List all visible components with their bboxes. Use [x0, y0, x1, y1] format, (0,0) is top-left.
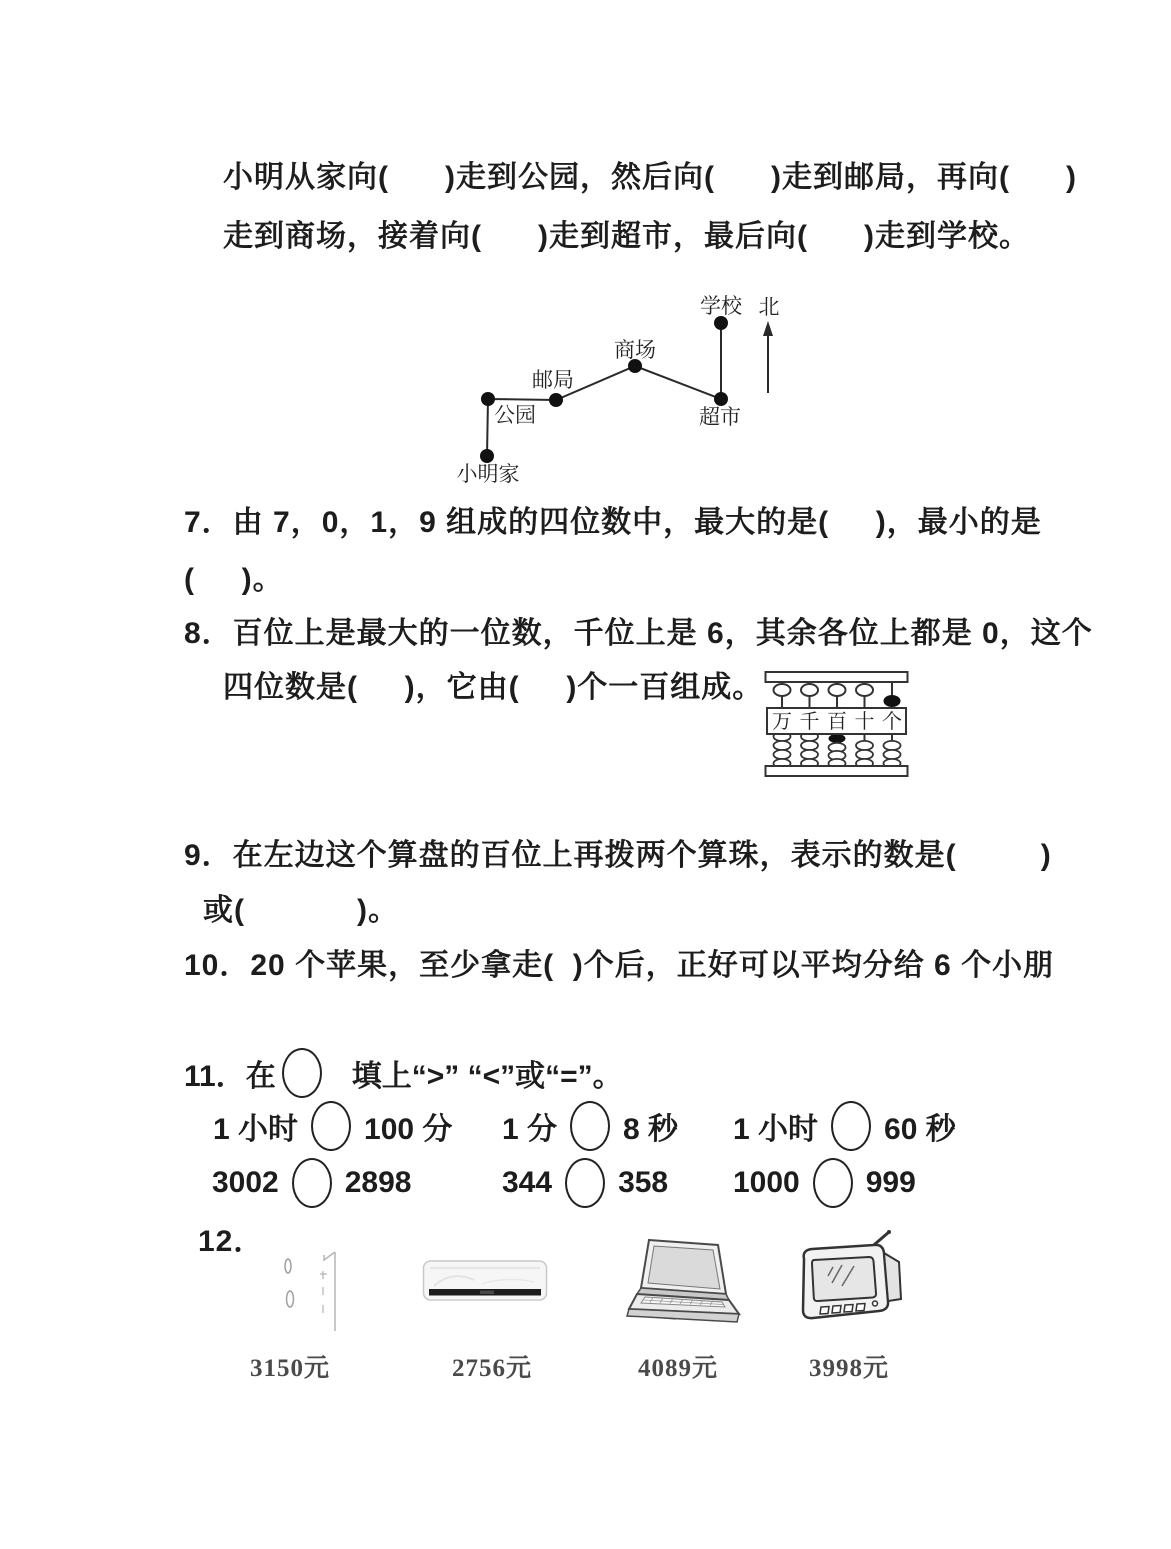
comparison-circle	[570, 1101, 610, 1151]
laptop-icon	[618, 1237, 748, 1332]
map-label-post-office: 邮局	[532, 368, 574, 392]
abacus-column-label-qian: 千	[799, 711, 820, 733]
q11-header	[184, 1048, 623, 1098]
comparison-circle	[565, 1158, 605, 1208]
comparison-circle	[813, 1158, 853, 1208]
price-label: 2756元	[451, 1355, 533, 1382]
price-label: 3998元	[808, 1355, 890, 1382]
route-map-figure	[438, 283, 798, 498]
comparison-right: 358	[618, 1166, 669, 1199]
abacus-column-label-ge: 个	[882, 711, 902, 733]
abacus-upper-beads	[774, 684, 874, 696]
comparison-left: 344	[502, 1166, 553, 1199]
price-label: 3150元	[249, 1355, 331, 1382]
map-label-park: 公园	[494, 403, 536, 427]
comparison-circle	[831, 1101, 871, 1151]
comparison-circle	[311, 1101, 351, 1151]
comparison-left: 1 小时	[213, 1113, 299, 1146]
refrigerator-icon	[252, 1243, 352, 1343]
comparison-item	[733, 1158, 916, 1208]
abacus-column-label-wan: 万	[772, 711, 792, 733]
map-node-post-office-dot	[549, 393, 563, 407]
map-node-supermarket-dot	[714, 392, 728, 406]
comparison-right: 999	[865, 1166, 916, 1199]
q11-header-prefix: 11．在	[184, 1060, 276, 1093]
comparison-circle	[282, 1048, 322, 1098]
comparison-right: 2898	[344, 1166, 412, 1199]
q7-line-2: ( )。	[184, 563, 284, 596]
comparison-right: 8 秒	[623, 1113, 679, 1146]
abacus-bottom-bar	[766, 766, 908, 776]
q9-line-1: 9．在左边这个算盘的百位上再拨两个算珠，表示的数是( )	[184, 839, 1052, 872]
comparison-item	[502, 1158, 668, 1208]
comparison-right: 100 分	[364, 1113, 453, 1146]
q6-line-2: 走到商场，接着向( )走到超市，最后向( )走到学校。	[223, 220, 1030, 253]
map-label-school: 学校	[700, 294, 742, 318]
north-arrow-icon	[763, 321, 773, 393]
map-node-school-dot	[714, 316, 728, 330]
map-label-supermarket: 超市	[699, 405, 741, 429]
abacus-upper-bead-active-ones	[884, 695, 901, 707]
map-node-home-dot	[480, 449, 494, 463]
comparison-item	[502, 1101, 678, 1151]
air-conditioner-icon	[422, 1258, 548, 1308]
comparison-item	[212, 1158, 412, 1208]
comparison-right: 60 秒	[884, 1113, 956, 1146]
abacus-lower-bead-active-hundreds	[829, 734, 846, 743]
route-path-line	[487, 323, 721, 456]
comparison-left: 1000	[733, 1166, 800, 1199]
tv-icon	[788, 1229, 906, 1327]
comparison-left: 1 小时	[733, 1113, 819, 1146]
q10-line-1: 10．20 个苹果，至少拿走( )个后，正好可以平均分给 6 个小朋	[184, 949, 1055, 982]
comparison-item	[733, 1101, 956, 1151]
q7-line-1: 7．由 7，0，1，9 组成的四位数中，最大的是( )，最小的是	[184, 506, 1042, 539]
abacus-top-bar	[766, 672, 908, 682]
abacus-column-label-bai: 百	[827, 711, 847, 733]
price-label: 4089元	[637, 1355, 719, 1382]
comparison-left: 1 分	[502, 1113, 558, 1146]
comparison-left: 3002	[212, 1166, 279, 1199]
q6-line-1: 小明从家向( )走到公园，然后向( )走到邮局，再向( )	[223, 161, 1077, 194]
map-label-north: 北	[758, 295, 780, 319]
q11-header-suffix: 填上“>” “<”或“=”。	[351, 1060, 623, 1093]
map-label-mall: 商场	[614, 338, 656, 362]
comparison-item	[213, 1101, 452, 1151]
comparison-circle	[292, 1158, 332, 1208]
map-label-home: 小明家	[456, 462, 520, 486]
abacus-figure	[764, 670, 909, 780]
q12-number: 12．	[198, 1225, 265, 1258]
map-node-park-dot	[481, 392, 495, 406]
q9-line-2: 或( )。	[203, 894, 399, 927]
abacus-column-label-shi: 十	[854, 711, 875, 733]
q8-line-2: 四位数是( )，它由( )个一百组成。	[223, 671, 764, 704]
q8-line-1: 8．百位上是最大的一位数，千位上是 6，其余各位上都是 0，这个	[184, 617, 1093, 650]
